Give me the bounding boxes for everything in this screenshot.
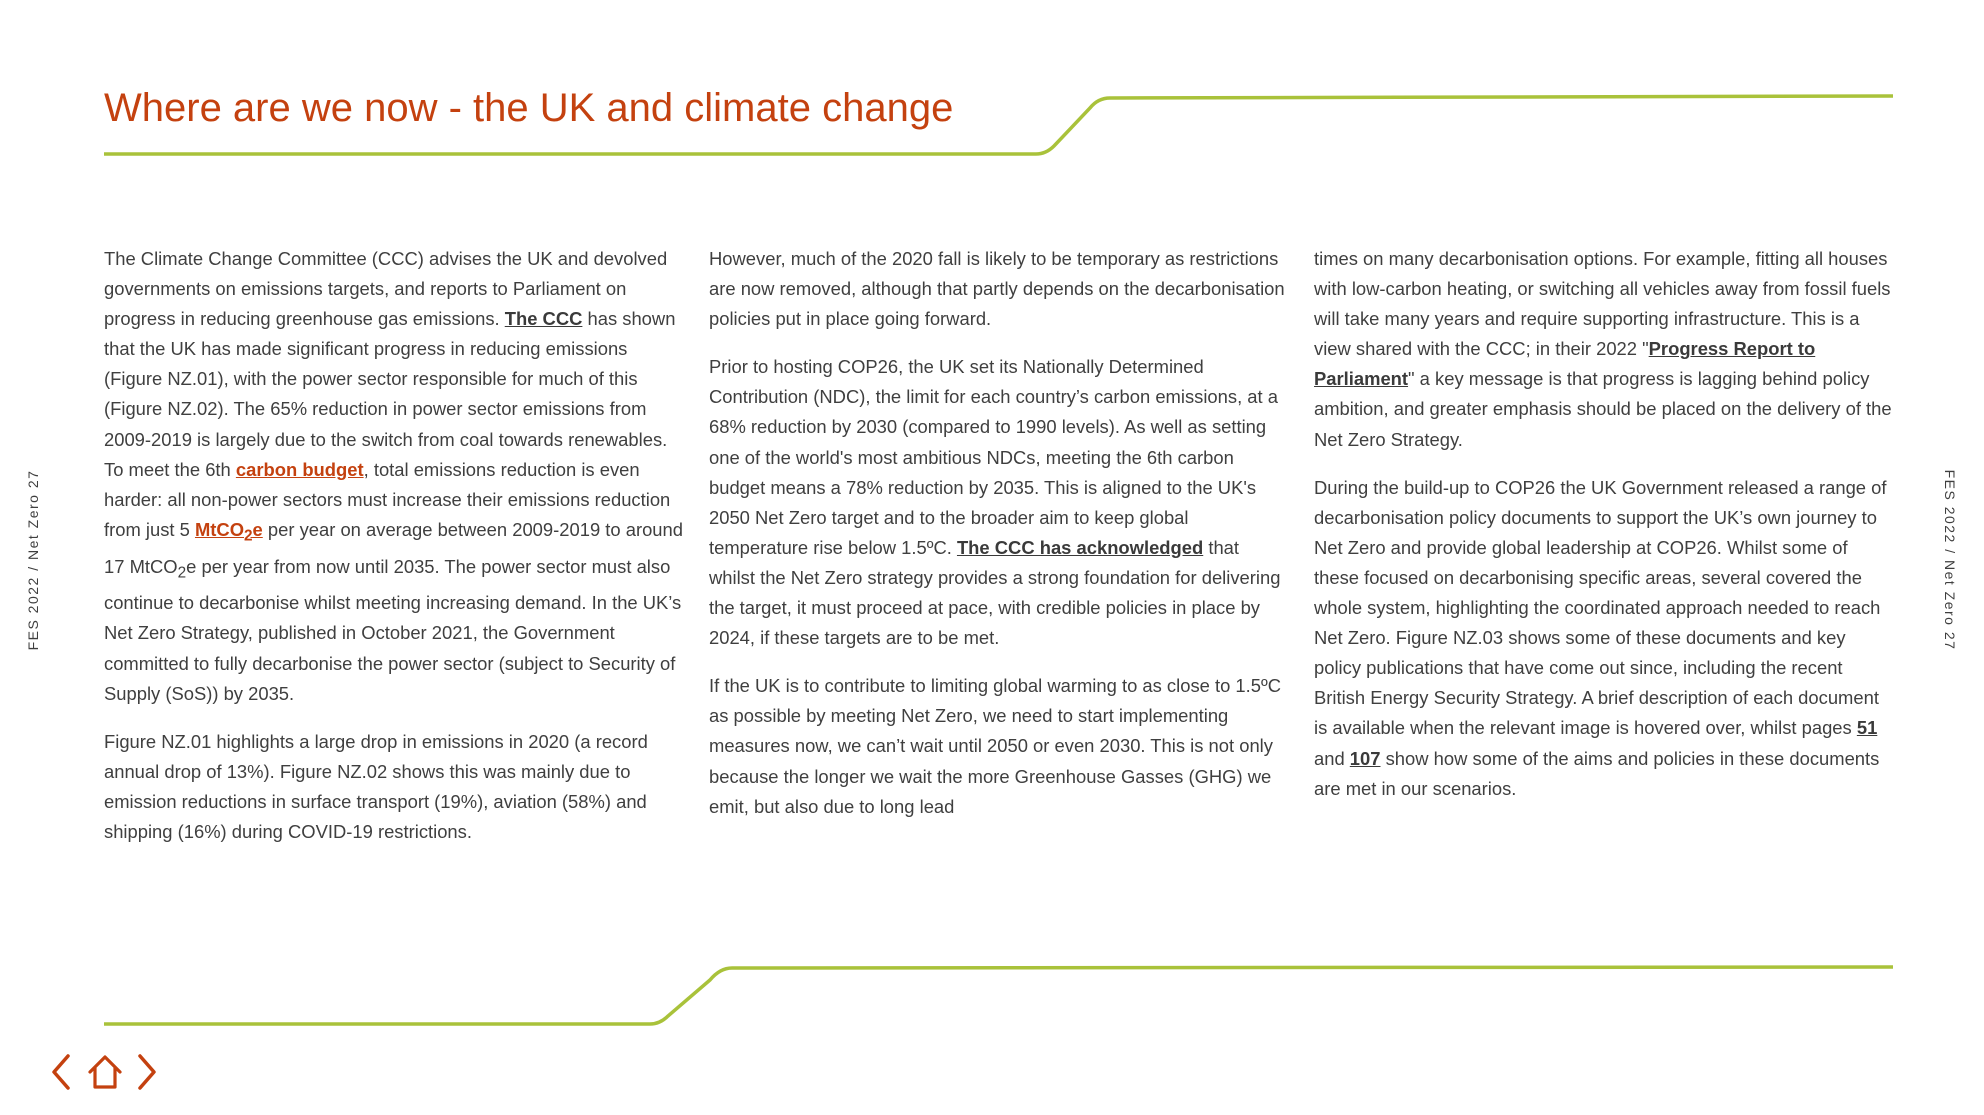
paragraph [1314,473,1894,804]
paragraph: Figure NZ.01 highlights a large drop in emissions in 2020 (a record annual drop of 13%). Figure NZ.02 shows this was mainly due to emission reductions in surface transport (19%), aviation (58%) and shipping (16%) during COVID-19 restrictions. [104,730,648,843]
subscript: 2 [177,564,187,582]
text: , total emissions reduction is even harder: all non-power sectors must increase their emissions reduction from just 5 [104,458,671,540]
footer-rule [104,967,1893,1024]
paragraph [104,244,684,709]
text: e per year from now until 2035. The power sector must also continue to decarbonise whilst meeting increasing demand. In the UK’s Net Zero Strategy, published in October 2021, the Government committed to fully decarbonise the power sector (subject to Security of Supply (SoS)) by 2035. [104,555,682,704]
link-text: MtCO [194,518,244,540]
paragraph [709,352,1289,653]
home-button[interactable] [86,1052,124,1092]
home-icon [90,1057,120,1087]
text: Prior to hosting COP26, the UK set its Nationally Determined Contribution (NDC), the limit for each country’s carbon emissions, at a 68% reduction by 2030 (compared to 1990 levels). As well as setting one of the world's most ambitious NDCs, meeting the 6th carbon budget means a 78% reduction by 2035. This is aligned to the UK's 2050 Net Zero target and to the broader aim to keep global temperature rise below 1.5ºC. [709,356,1278,558]
text: has shown that the UK has made significant progress in reducing emissions (Figure NZ.01), with the power sector responsible for much of this (Figure NZ.02). The 65% reduction in power sector emissions from 2009-2019 is largely due to the switch from coal towards renewables. To meet the 6th [104,308,676,480]
text: During the build-up to COP26 the UK Government released a range of decarbonisation policy documents to support the UK’s own journey to Net Zero and provide global leadership at COP26. Whilst some of these focused on decarbonising specific areas, several covered the whole system, highlighting the coordinated approach needed to reach Net Zero. Figure NZ.03 shows some of these documents and key policy publications that have come out since, including the recent British Energy Security Strategy. A brief description of each document is available when the relevant image is hovered over, whilst pages [1314,476,1887,739]
paragraph: However, much of the 2020 fall is likely to be temporary as restrictions are now removed, although that partly depends on the decarbonisation policies put in place going forward. [709,248,1285,330]
progress-report-link[interactable]: Progress Report to Parliament [1314,338,1816,390]
paragraph [1314,244,1894,455]
chevron-right-icon [140,1056,154,1088]
text: " a key message is that progress is lagging behind policy ambition, and greater emphasis should be placed on the delivery of the Net Zero Strategy. [1314,368,1892,450]
text: that whilst the Net Zero strategy provides a strong foundation for delivering the target, it must proceed at pace, with credible policies in place by 2024, if these targets are to be met. [709,536,1281,649]
text: per year on average between 2009-2019 to around 17 MtCO [104,518,683,577]
text-column-2 [709,244,1289,840]
mtco2e-link[interactable] [194,518,263,545]
side-label-left: FES 2022 / Net Zero 27 [25,469,41,651]
link-text: e [252,518,263,540]
text-column-1 [104,244,684,865]
text: show how some of the aims and policies in these documents are met in our scenarios. [1314,747,1880,799]
text: and [1314,747,1350,769]
text: The Climate Change Committee (CCC) advises the UK and devolved governments on emissions targets, and reports to Parliament on progress in reducing greenhouse gas emissions. [104,248,668,330]
page-51-link[interactable]: 51 [1856,717,1878,739]
side-label-right: FES 2022 / Net Zero 27 [1942,469,1958,651]
page-title: Where are we now - the UK and climate change [104,86,954,130]
prev-page-button[interactable] [48,1052,74,1092]
ccc-link[interactable]: The CCC [504,308,583,330]
subscript: 2 [244,527,253,545]
page-107-link[interactable]: 107 [1349,747,1381,769]
carbon-budget-link[interactable]: carbon budget [235,458,364,480]
text-column-3 [1314,244,1894,822]
text: times on many decarbonisation options. For example, fitting all houses with low-carbon heating, or switching all vehicles away from fossil fuels will take many years and require supporting infrastructure. This is a view shared with the CCC; in their 2022 " [1314,248,1891,360]
chevron-left-icon [54,1056,68,1088]
paragraph: If the UK is to contribute to limiting global warming to as close to 1.5ºC as possible by meeting Net Zero, we need to start implementing measures now, we can’t wait until 2050 or even 2030. This is not only because the longer we wait the more Greenhouse Gasses (GHG) we emit, but also due to long lead [709,675,1281,817]
next-page-button[interactable] [134,1052,160,1092]
ccc-acknowledged-link[interactable]: The CCC has acknowledged [956,536,1204,558]
